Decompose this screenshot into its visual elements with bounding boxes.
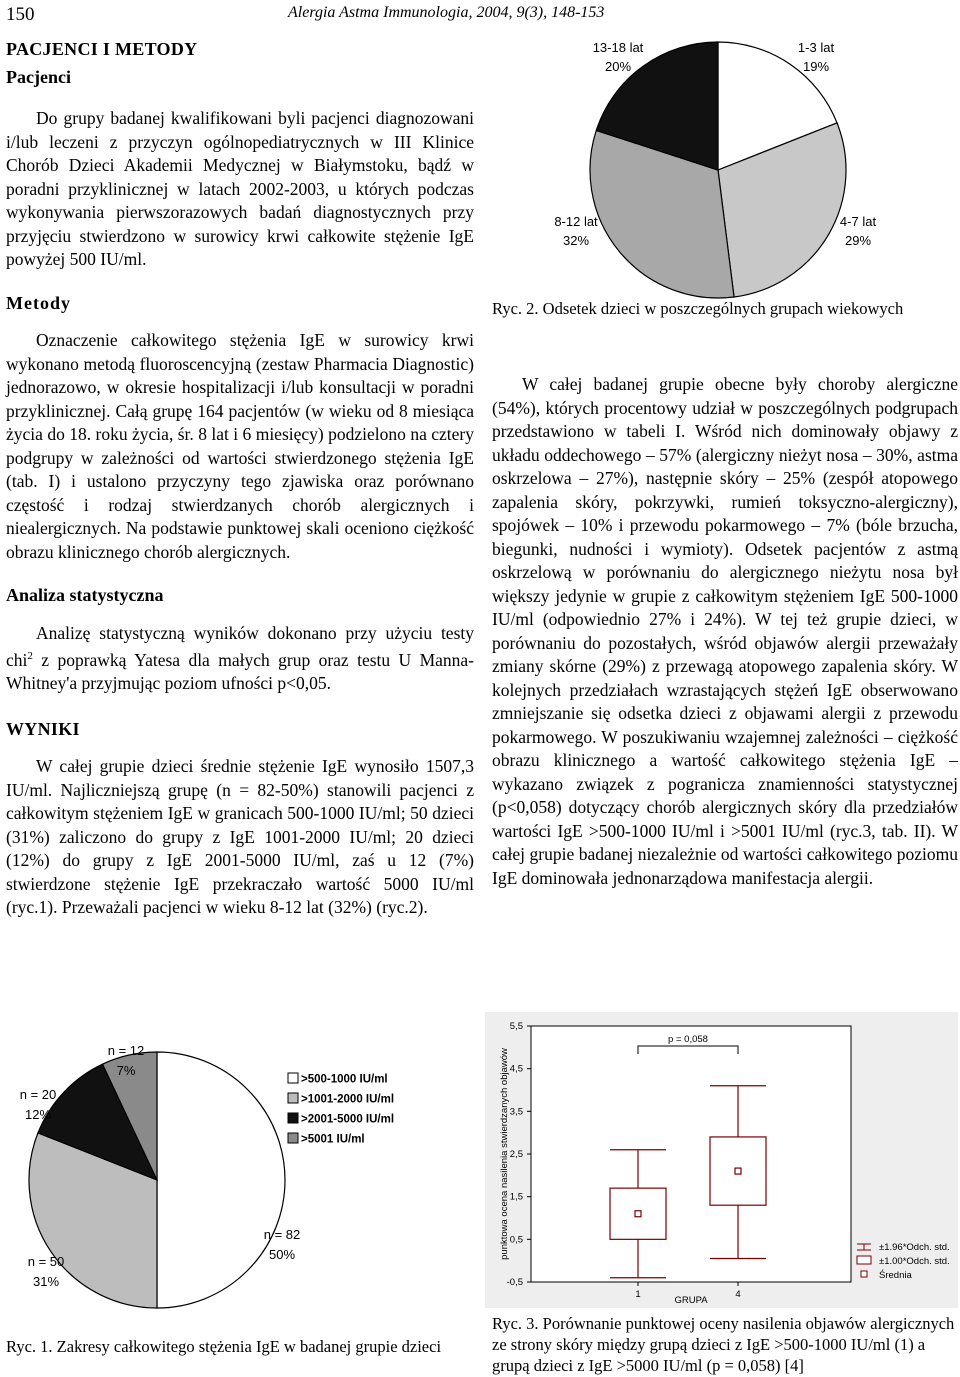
y-tick-label-6: 5,5: [509, 1021, 523, 1032]
left-column: [6, 38, 474, 920]
pie1-legend-label-0: >500-1000 IU/ml: [301, 1073, 388, 1086]
figure-1-caption: Ryc. 1. Zakresy całkowitego stężenia IgE w badanej grupie dzieci: [6, 1337, 442, 1356]
y-tick-label-3: 2,5: [509, 1149, 523, 1160]
paragraph-right: W całej badanej grupie obecne były choroby alergiczne (54%), których procentowy udział w poszczególnych podgrupach przedstawiono w tabeli I. Wśród nich dominowały objawy z układu oddechowego – 57% (alergiczny nieżyt nosa – 30%, astma oskrzelowa – 27%), następnie skóry – 25% (zespół atopowego zapalenia skóry, pokrzywki, rumień toksyczno-alergiczny), spojówek – 10% i przewodu pokarmowego – 7% (bóle brzucha, biegunki, nudności i wymioty). Odsetek pacjentów z astmą oskrzelową w porównaniu do alergicznego nieżytu nosa był większy jedynie w grupie z całkowitym stężeniem IgE 500-1000 IU/ml (odpowiednio 27% i 24%). W tej też grupie dzieci, w porównaniu do pozostałych, wśród objawów alergii przeważały zmiany skórne (29%) z przewagą atopowego zapalenia skóry. W kolejnych przedziałach wzrastających stężeń IgE obserwowano zmniejszanie się odsetka dzieci z objawami alergii z przewodu pokarmowego. W poszukiwaniu wzajemnej zależności – ciężkość obrazu klinicznego a wartość całkowitego stężenia IgE – wykazano związek z pogranicza znamienności statystycznej (p<0,058) dotyczący chorób alergicznych skóry dla przedziałów wartości IgE >500-1000 IU/ml i >5001 IU/ml (ryc.3, tab. II). W całej grupie badanej niezależnie od wartości całkowitego poziomu IgE dominowała jednonarządowa manifestacja alergii.: [492, 374, 958, 888]
paragraph-pacjenci: Do grupy badanej kwalifikowani byli pacjenci diagnozowani i/lub leczeni z przyczyn ogólnopediatrycznych w III Klinice Chorób Dzieci Akademii Medycznej w Białymstoku, bądź w poradni przyklinicznej w latach 2002-2003, u których podczas wykonywania pierwszorazowych badań diagnostycznych przy przyjęciu stwierdzono w surowicy krwi całkowite stężenie IgE powyżej 500 IU/ml.: [6, 108, 474, 269]
pie1-legend-label-3: >5001 IU/ml: [301, 1133, 365, 1146]
pie1-label-1: n = 50: [27, 1254, 65, 1269]
y-tick-label-1: 0,5: [509, 1234, 523, 1246]
figure-2-caption: Ryc. 2. Odsetek dzieci w poszczególnych grupach wiekowych: [492, 299, 904, 318]
pie1-legend-swatch-0: [288, 1073, 298, 1083]
pie1-label-0: n = 82: [263, 1227, 301, 1242]
pie1-legend-label-2: >2001-5000 IU/ml: [301, 1113, 395, 1126]
pie1-legend-swatch-1: [288, 1093, 298, 1103]
figure-1-ige-pie-chart: [0, 1020, 480, 1320]
paragraph-analiza: Analizę statystyczną wyników dokonano przy użyciu testy chi$^2$ z poprawką Yatesa dla małych grup oraz testu U Manna-Whitney'a przyjmując poziom ufności p<0,05.: [6, 622, 474, 694]
pie2-label-3: 13-18 lat: [592, 40, 644, 55]
y-axis-title: punktowa ocena nasilenia stwierdzanych objawów: [499, 1048, 510, 1260]
pie1-slices: [29, 1052, 285, 1308]
pie2-pct-0: 19%: [802, 59, 830, 74]
y-tick-label-4: 3,5: [509, 1106, 523, 1118]
journal-header: Alergia Astma Immunologia, 2004, 9(3), 148-153: [288, 4, 605, 21]
heading-wyniki: WYNIKI: [6, 718, 80, 739]
pie1-label-2: n = 20: [19, 1087, 57, 1102]
y-tick-label-2: 1,5: [509, 1191, 523, 1203]
pie2-pct-2: 32%: [562, 233, 590, 248]
paragraph-metody: Oznaczenie całkowitego stężenia IgE w surowicy krwi wykonano metodą fluoroscencyjną (zestaw Pharmacia Diagnostic) jednorazowo, w okresie hospitalizacji i/lub konsultacji w poradni przyklinicznej. Całą grupę 164 pacjentów (w wieku od 8 miesiąca życia do 18. roku życia, śr. 8 lat i 6 miesięcy) podzielono na cztery podgrupy w zależności od wartości stwierdzonego stężenia IgE (tab. I) i ustalono przyczyny tego zjawiska oraz porównano częstość i rodzaj stwierdzanych chorób alergicznych i niealergicznych. Na podstawie punktowej skali oceniono ciężkość obrazu klinicznego chorób alergicznych.: [6, 330, 474, 562]
pie2-pct-3: 20%: [604, 59, 632, 74]
legend-symbol-1: [857, 1256, 871, 1264]
pie2-label-0: 1-3 lat: [797, 40, 835, 55]
pie2-pct-1: 29%: [844, 233, 872, 248]
x-tick-label-0: 1: [635, 1289, 641, 1300]
pie1-pct-1: 31%: [32, 1274, 60, 1289]
x-tick-label-1: 4: [735, 1289, 741, 1300]
x-axis-title: GRUPA: [674, 1295, 708, 1306]
pie2-slices: [590, 42, 846, 298]
y-tick-label-0: -0,5: [506, 1277, 523, 1288]
y-tick-label-5: 4,5: [509, 1063, 523, 1075]
legend-label-1: ±1.00*Odch. std.: [879, 1256, 950, 1267]
page-number: 150: [6, 4, 35, 25]
pie2-label-2: 8-12 lat: [554, 214, 598, 229]
mean-marker-0: [635, 1211, 641, 1217]
pie1-label-3: n = 12: [107, 1043, 145, 1058]
figure-3-caption: Ryc. 3. Porównanie punktowej oceny nasilenia objawów alergicznych ze strony skóry między grupą dzieci z IgE >500-1000 IU/ml (1) a grupą dzieci z IgE >5000 IU/ml (p = 0,058) [4]: [492, 1314, 955, 1375]
pie1-legend-swatch-3: [288, 1133, 298, 1143]
heading-metody: Metody: [6, 292, 71, 313]
figure-2-age-pie-chart: [490, 30, 960, 302]
pie1-pct-2: 12%: [24, 1107, 52, 1122]
section-title-pacjenci-i-metody: PACJENCI I METODY: [6, 39, 198, 59]
pie2-label-1: 4-7 lat: [839, 214, 877, 229]
pie1-pct-3: 7%: [116, 1063, 136, 1078]
pie1-slice-0: [157, 1052, 285, 1308]
pie1-legend-swatch-2: [288, 1113, 298, 1123]
heading-pacjenci: Pacjenci: [6, 66, 71, 87]
legend-label-2: Średnia: [879, 1270, 912, 1281]
pie1-legend-label-1: >1001-2000 IU/ml: [301, 1093, 395, 1106]
heading-analiza: Analiza statystyczna: [6, 585, 164, 605]
significance-label: p = 0,058: [668, 1034, 708, 1045]
pie1-legend: [288, 1073, 394, 1146]
paragraph-wyniki: W całej grupie dzieci średnie stężenie IgE wynosiło 1507,3 IU/ml. Najliczniejszą grupę (n = 82-50%) stanowili pacjenci z całkowitym stężeniem IgE w granicach 500-1000 IU/ml; 50 dzieci (31%) zaliczono do grupy z IgE 1001-2000 IU/ml; 20 dzieci (12%) do grupy z IgE 2001-5000 IU/ml, zaś u 12 (7%) stwierdzone stężenie IgE przekraczało wartość 5000 IU/ml (ryc.1). Przeważali pacjenci w wieku 8-12 lat (32%) (ryc.2).: [6, 756, 474, 918]
pie1-pct-0: 50%: [268, 1247, 296, 1262]
figure-3-box-plot: [485, 1010, 960, 1310]
legend-label-0: ±1.96*Odch. std.: [879, 1242, 950, 1253]
legend-symbol-2: [861, 1271, 867, 1277]
box-plot-plot-area: [531, 1026, 851, 1282]
mean-marker-1: [735, 1168, 741, 1174]
right-column: [492, 373, 958, 890]
